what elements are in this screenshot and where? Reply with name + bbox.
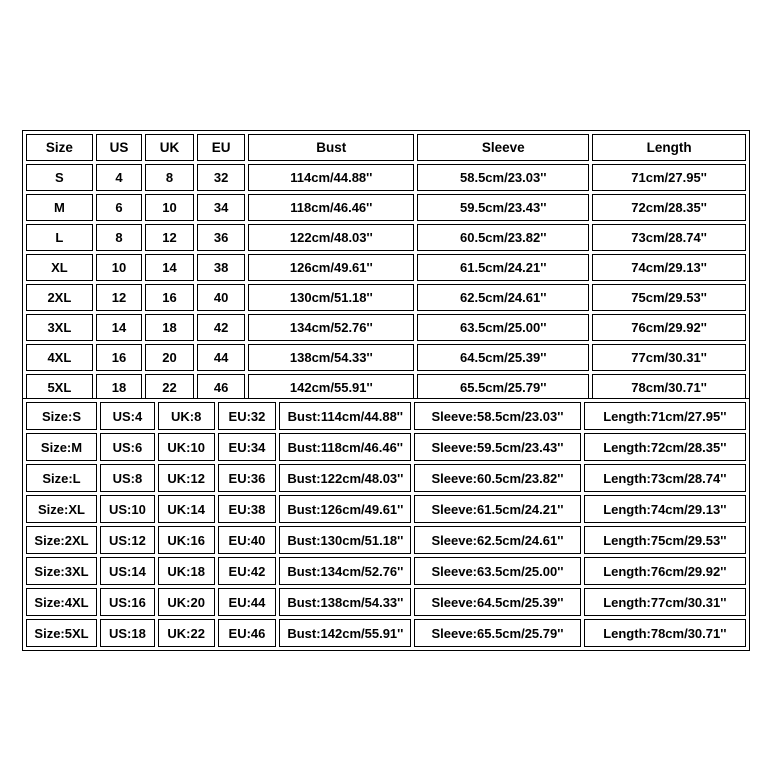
bust-cell: 142cm/55.91'' xyxy=(248,374,414,401)
uk-cell: UK:16 xyxy=(158,526,215,554)
uk-cell: UK:10 xyxy=(158,433,215,461)
eu-cell: EU:46 xyxy=(218,619,277,647)
sleeve-cell: Sleeve:60.5cm/23.82'' xyxy=(414,464,580,492)
eu-cell: 46 xyxy=(197,374,246,401)
uk-cell: 22 xyxy=(145,374,194,401)
size-chart-labeled-table xyxy=(22,398,750,651)
sleeve-cell: 60.5cm/23.82'' xyxy=(417,224,589,251)
eu-cell: EU:42 xyxy=(218,557,277,585)
uk-cell: 18 xyxy=(145,314,194,341)
bust-cell: Bust:142cm/55.91'' xyxy=(279,619,411,647)
uk-cell: UK:14 xyxy=(158,495,215,523)
bust-cell: Bust:130cm/51.18'' xyxy=(279,526,411,554)
eu-cell: 36 xyxy=(197,224,246,251)
us-cell: 12 xyxy=(96,284,143,311)
length-cell: Length:74cm/29.13'' xyxy=(584,495,746,523)
uk-cell: 8 xyxy=(145,164,194,191)
header-length: Length xyxy=(592,134,746,161)
table-row xyxy=(26,619,746,647)
table-header-row xyxy=(26,134,746,161)
bust-cell: Bust:138cm/54.33'' xyxy=(279,588,411,616)
uk-cell: 10 xyxy=(145,194,194,221)
table-row xyxy=(26,254,746,281)
bust-cell: 122cm/48.03'' xyxy=(248,224,414,251)
header-bust: Bust xyxy=(248,134,414,161)
size-cell: Size:2XL xyxy=(26,526,97,554)
eu-cell: 38 xyxy=(197,254,246,281)
size-cell: XL xyxy=(26,254,93,281)
bust-cell: 126cm/49.61'' xyxy=(248,254,414,281)
us-cell: US:16 xyxy=(100,588,155,616)
eu-cell: 44 xyxy=(197,344,246,371)
header-eu: EU xyxy=(197,134,246,161)
table-row xyxy=(26,314,746,341)
bust-cell: Bust:118cm/46.46'' xyxy=(279,433,411,461)
header-sleeve: Sleeve xyxy=(417,134,589,161)
size-cell: 2XL xyxy=(26,284,93,311)
eu-cell: 42 xyxy=(197,314,246,341)
size-cell: Size:4XL xyxy=(26,588,97,616)
table-row xyxy=(26,526,746,554)
table-row xyxy=(26,194,746,221)
sleeve-cell: 63.5cm/25.00'' xyxy=(417,314,589,341)
us-cell: US:4 xyxy=(100,402,155,430)
uk-cell: UK:8 xyxy=(158,402,215,430)
eu-cell: EU:40 xyxy=(218,526,277,554)
length-cell: 74cm/29.13'' xyxy=(592,254,746,281)
uk-cell: UK:18 xyxy=(158,557,215,585)
bust-cell: Bust:114cm/44.88'' xyxy=(279,402,411,430)
us-cell: US:14 xyxy=(100,557,155,585)
length-cell: 77cm/30.31'' xyxy=(592,344,746,371)
sleeve-cell: Sleeve:65.5cm/25.79'' xyxy=(414,619,580,647)
uk-cell: UK:20 xyxy=(158,588,215,616)
table-row xyxy=(26,464,746,492)
table-row xyxy=(26,557,746,585)
length-cell: 75cm/29.53'' xyxy=(592,284,746,311)
sleeve-cell: 58.5cm/23.03'' xyxy=(417,164,589,191)
table-row xyxy=(26,374,746,401)
size-cell: Size:M xyxy=(26,433,97,461)
us-cell: US:8 xyxy=(100,464,155,492)
header-uk: UK xyxy=(145,134,194,161)
sleeve-cell: Sleeve:63.5cm/25.00'' xyxy=(414,557,580,585)
size-cell: 3XL xyxy=(26,314,93,341)
table-row xyxy=(26,433,746,461)
bust-cell: Bust:126cm/49.61'' xyxy=(279,495,411,523)
table-row xyxy=(26,588,746,616)
table-row xyxy=(26,284,746,311)
bust-cell: 134cm/52.76'' xyxy=(248,314,414,341)
eu-cell: 32 xyxy=(197,164,246,191)
length-cell: 71cm/27.95'' xyxy=(592,164,746,191)
us-cell: 4 xyxy=(96,164,143,191)
us-cell: 16 xyxy=(96,344,143,371)
eu-cell: EU:44 xyxy=(218,588,277,616)
sleeve-cell: 59.5cm/23.43'' xyxy=(417,194,589,221)
size-cell: L xyxy=(26,224,93,251)
us-cell: US:18 xyxy=(100,619,155,647)
table-row xyxy=(26,495,746,523)
bust-cell: 130cm/51.18'' xyxy=(248,284,414,311)
length-cell: Length:72cm/28.35'' xyxy=(584,433,746,461)
us-cell: 14 xyxy=(96,314,143,341)
uk-cell: 20 xyxy=(145,344,194,371)
uk-cell: 16 xyxy=(145,284,194,311)
sleeve-cell: 64.5cm/25.39'' xyxy=(417,344,589,371)
eu-cell: EU:32 xyxy=(218,402,277,430)
bust-cell: 114cm/44.88'' xyxy=(248,164,414,191)
sleeve-cell: Sleeve:61.5cm/24.21'' xyxy=(414,495,580,523)
us-cell: US:6 xyxy=(100,433,155,461)
size-cell: 5XL xyxy=(26,374,93,401)
size-cell: Size:5XL xyxy=(26,619,97,647)
length-cell: 78cm/30.71'' xyxy=(592,374,746,401)
uk-cell: UK:22 xyxy=(158,619,215,647)
table-row xyxy=(26,344,746,371)
length-cell: 72cm/28.35'' xyxy=(592,194,746,221)
eu-cell: EU:38 xyxy=(218,495,277,523)
length-cell: Length:71cm/27.95'' xyxy=(584,402,746,430)
bust-cell: Bust:122cm/48.03'' xyxy=(279,464,411,492)
sleeve-cell: Sleeve:59.5cm/23.43'' xyxy=(414,433,580,461)
length-cell: Length:77cm/30.31'' xyxy=(584,588,746,616)
size-cell: M xyxy=(26,194,93,221)
length-cell: Length:75cm/29.53'' xyxy=(584,526,746,554)
us-cell: 8 xyxy=(96,224,143,251)
length-cell: Length:76cm/29.92'' xyxy=(584,557,746,585)
length-cell: 73cm/28.74'' xyxy=(592,224,746,251)
table-row xyxy=(26,224,746,251)
table-row xyxy=(26,164,746,191)
eu-cell: 34 xyxy=(197,194,246,221)
uk-cell: 12 xyxy=(145,224,194,251)
sleeve-cell: Sleeve:64.5cm/25.39'' xyxy=(414,588,580,616)
header-size: Size xyxy=(26,134,93,161)
size-cell: Size:XL xyxy=(26,495,97,523)
header-us: US xyxy=(96,134,143,161)
us-cell: 10 xyxy=(96,254,143,281)
size-chart-table xyxy=(22,130,750,405)
size-cell: Size:3XL xyxy=(26,557,97,585)
table-row xyxy=(26,402,746,430)
bust-cell: 138cm/54.33'' xyxy=(248,344,414,371)
sleeve-cell: Sleeve:62.5cm/24.61'' xyxy=(414,526,580,554)
uk-cell: UK:12 xyxy=(158,464,215,492)
sleeve-cell: 61.5cm/24.21'' xyxy=(417,254,589,281)
size-cell: 4XL xyxy=(26,344,93,371)
length-cell: Length:78cm/30.71'' xyxy=(584,619,746,647)
sleeve-cell: 62.5cm/24.61'' xyxy=(417,284,589,311)
uk-cell: 14 xyxy=(145,254,194,281)
sleeve-cell: Sleeve:58.5cm/23.03'' xyxy=(414,402,580,430)
us-cell: US:10 xyxy=(100,495,155,523)
length-cell: Length:73cm/28.74'' xyxy=(584,464,746,492)
size-cell: Size:L xyxy=(26,464,97,492)
bust-cell: 118cm/46.46'' xyxy=(248,194,414,221)
us-cell: US:12 xyxy=(100,526,155,554)
eu-cell: 40 xyxy=(197,284,246,311)
eu-cell: EU:36 xyxy=(218,464,277,492)
bust-cell: Bust:134cm/52.76'' xyxy=(279,557,411,585)
length-cell: 76cm/29.92'' xyxy=(592,314,746,341)
eu-cell: EU:34 xyxy=(218,433,277,461)
size-cell: S xyxy=(26,164,93,191)
us-cell: 18 xyxy=(96,374,143,401)
us-cell: 6 xyxy=(96,194,143,221)
size-cell: Size:S xyxy=(26,402,97,430)
sleeve-cell: 65.5cm/25.79'' xyxy=(417,374,589,401)
